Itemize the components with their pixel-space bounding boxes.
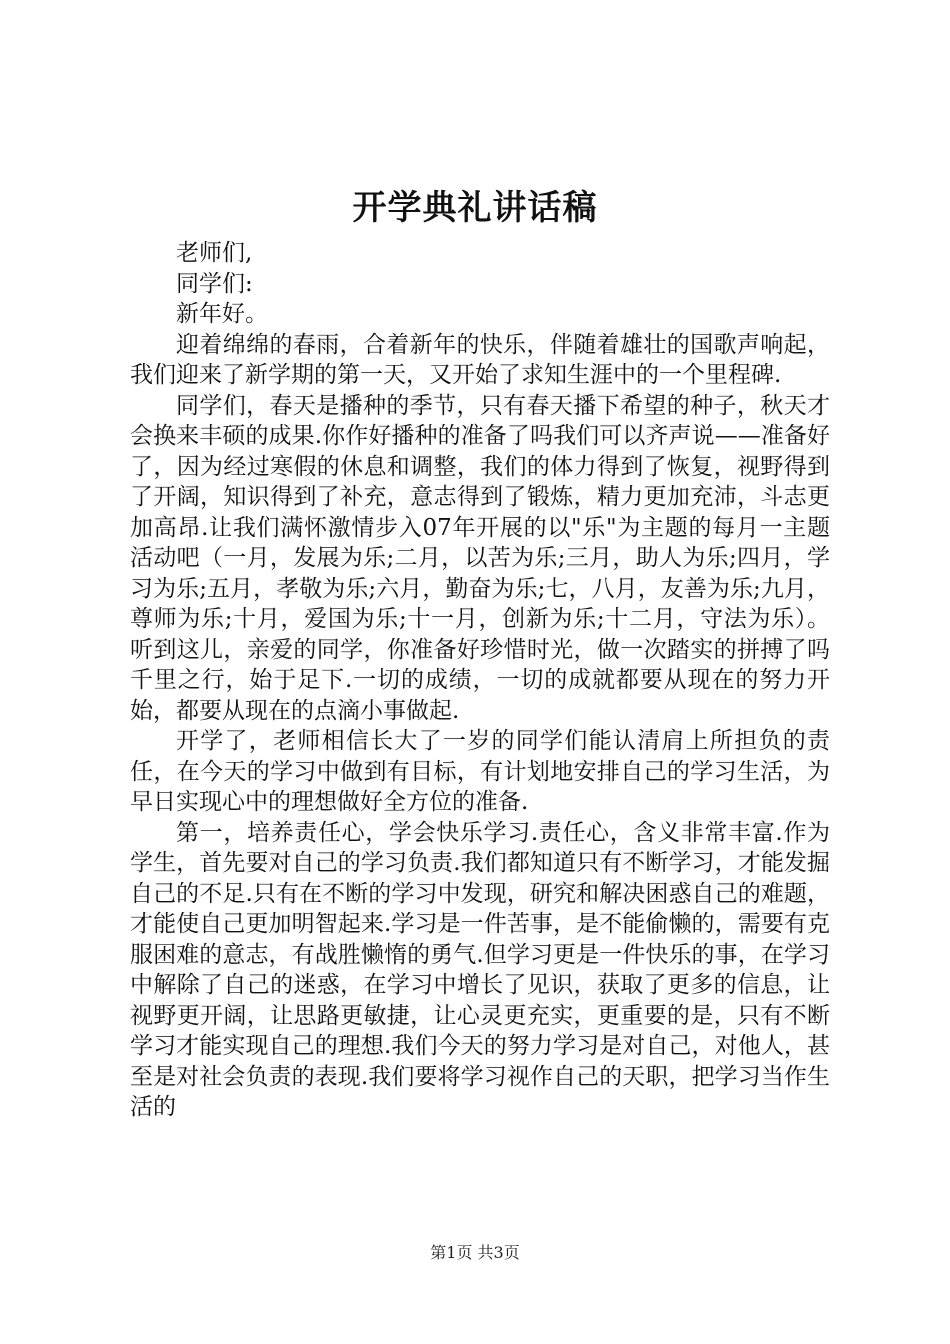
document-title: 开学典礼讲话稿 bbox=[352, 188, 598, 228]
greeting-students: 同学们: bbox=[176, 270, 253, 297]
paragraph-opening: 迎着绵绵的春雨，合着新年的快乐，伴随着雄壮的国歌声响起，我们迎来了新学期的第一天，又开始了求知生涯中的一个里程碑. bbox=[130, 331, 830, 388]
greeting-teachers: 老师们, bbox=[176, 240, 253, 266]
document-body bbox=[130, 238, 830, 1123]
page-footer: 第1页 共3页 bbox=[430, 1243, 520, 1262]
greeting-new-year: 新年好。 bbox=[176, 301, 268, 327]
paragraph-first-point: 第一，培养责任心，学会快乐学习.责任心，含义非常丰富.作为学生，首先要对自己的学习负责.我们都知道只有不断学习，才能发掘自己的不足.只有在不断的学习中发现，研究和解决困惑自己的难题，才能使自己更加明智起来.学习是一件苦事，是不能偷懒的，需要有克服困难的意志，有战胜懒惰的勇气.但学习更是一件快乐的事，在学习中解除了自己的迷惑，在学习中增长了见识，获取了更多的信息，让视野更开阔，让思路更敏捷，让心灵更充实，更重要的是，只有不断学习才能实现自己的理想.我们今天的努力学习是对自己，对他人，甚至是对社会负责的表现.我们要将学习视作自己的天职，把学习当作生活的 bbox=[130, 819, 830, 1120]
paragraph-responsibility: 开学了，老师相信长大了一岁的同学们能认清肩上所担负的责任，在今天的学习中做到有目标，有计划地安排自己的学习生活，为早日实现心中的理想做好全方位的准备. bbox=[130, 728, 830, 815]
paragraph-spring: 同学们，春天是播种的季节，只有春天播下希望的种子，秋天才会换来丰硕的成果.你作好播种的准备了吗我们可以齐声说——准备好了，因为经过寒假的休息和调整，我们的体力得到了恢复，视野得到了开阔，知识得到了补充，意志得到了锻炼，精力更加充沛，斗志更加高昂.让我们满怀激情步入07年开展的以"乐"为主题的每月一主题活动吧（一月，发展为乐;二月，以苦为乐;三月，助人为乐;四月，学习为乐;五月，孝敬为乐;六月，勤奋为乐;七，八月，友善为乐;九月，尊师为乐;十月，爱国为乐;十一月，创新为乐;十二月，守法为乐）。听到这儿，亲爱的同学，你准备好珍惜时光，做一次踏实的拼搏了吗千里之行，始于足下.一切的成绩，一切的成就都要从现在的努力开始，都要从现在的点滴小事做起. bbox=[130, 392, 830, 724]
